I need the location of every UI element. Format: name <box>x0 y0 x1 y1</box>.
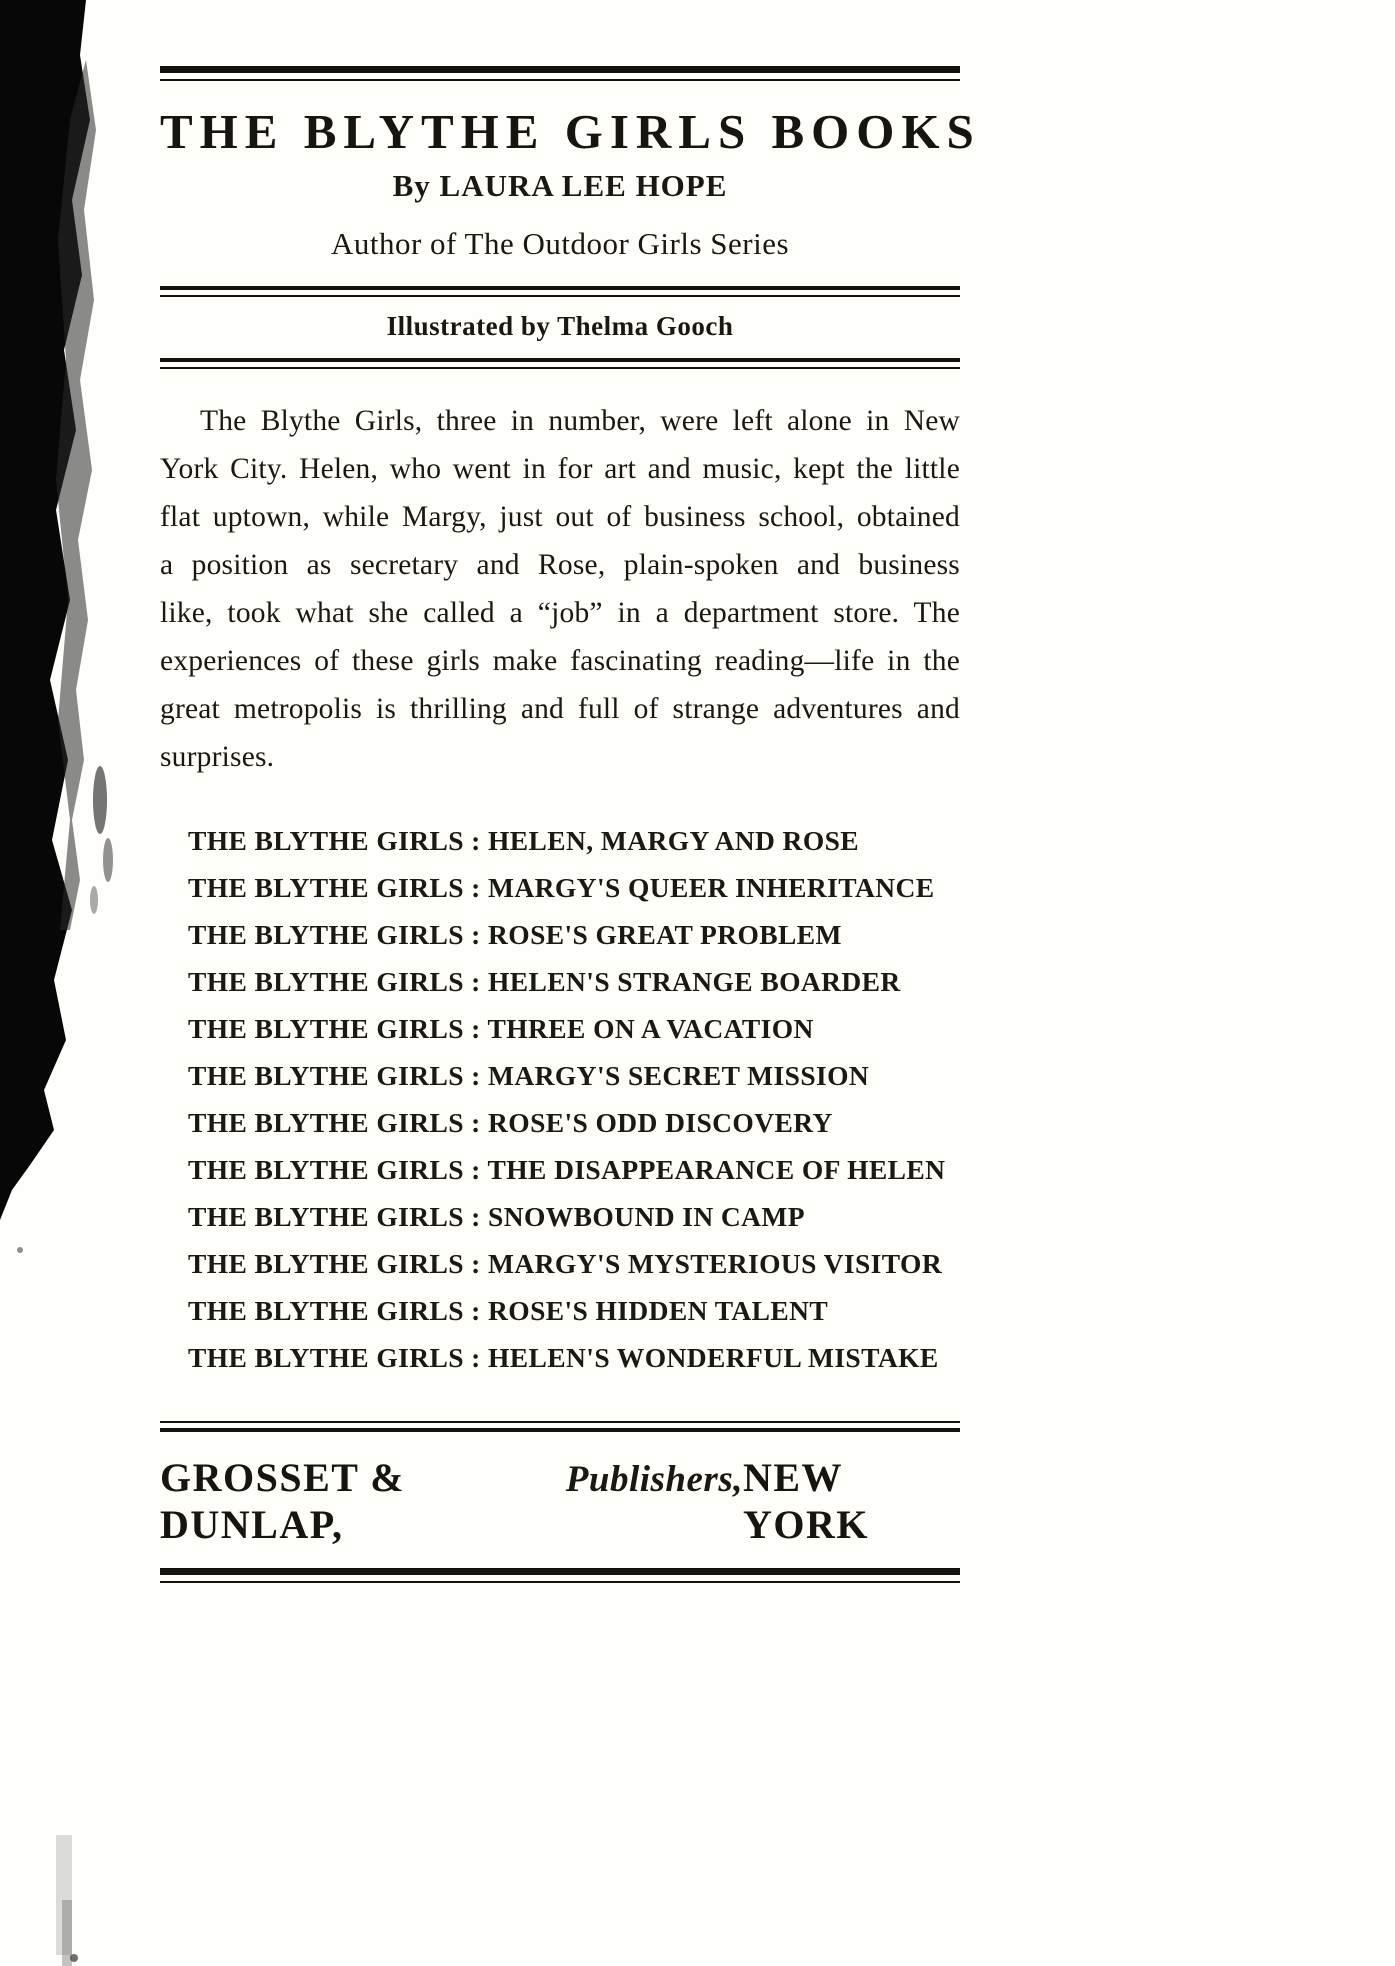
book-title: THE BLYTHE GIRLS : ROSE'S ODD DISCOVERY <box>188 1107 833 1138</box>
book-title: THE BLYTHE GIRLS : HELEN, MARGY AND ROSE <box>188 825 860 856</box>
book-title: THE BLYTHE GIRLS : MARGY'S SECRET MISSION <box>188 1060 870 1091</box>
footer-rule-med <box>160 1428 960 1432</box>
publisher-imprint <box>160 1454 960 1548</box>
series-title: THE BLYTHE GIRLS BOOKS <box>160 104 981 159</box>
scan-gutter-artifact <box>0 0 130 1966</box>
book-title: THE BLYTHE GIRLS : THE DISAPPEARANCE OF HELEN <box>188 1154 946 1185</box>
series-description: The Blythe Girls, three in number, were left alone in New York City. Helen, who went in for art and music, kept the little flat uptown, while Margy, just out of business school, obtained a position as secretary and Rose, plain-spoken and business like, took what she called a “job” in a department store. The experiences of these girls make fascinating reading—life in the great metropolis is thrilling and full of strange adventures and surprises. <box>160 405 960 773</box>
book-title: THE BLYTHE GIRLS : HELEN'S WONDERFUL MISTAKE <box>188 1342 939 1373</box>
book-title: THE BLYTHE GIRLS : ROSE'S HIDDEN TALENT <box>188 1295 829 1326</box>
divider-rule <box>160 367 960 369</box>
book-title: THE BLYTHE GIRLS : MARGY'S QUEER INHERITANCE <box>188 872 935 903</box>
bottom-rule-thick <box>160 1568 960 1575</box>
book-title-list <box>188 817 960 1381</box>
top-rule-thick <box>160 66 960 73</box>
divider-rule <box>160 295 960 297</box>
page-content <box>160 66 981 1583</box>
publisher-name: GROSSET & DUNLAP, <box>160 1455 406 1547</box>
publisher-city: NEW YORK <box>742 1455 869 1547</box>
book-title: THE BLYTHE GIRLS : MARGY'S MYSTERIOUS VISITOR <box>188 1248 943 1279</box>
illustrator-credit: Illustrated by Thelma Gooch <box>386 311 734 341</box>
author-credit: Author of The Outdoor Girls Series <box>330 226 790 261</box>
byline: By LAURA LEE HOPE <box>392 168 728 203</box>
top-rule-thin <box>160 79 960 81</box>
bottom-rule-thin <box>160 1581 960 1583</box>
book-title: THE BLYTHE GIRLS : THREE ON A VACATION <box>188 1013 814 1044</box>
book-title: THE BLYTHE GIRLS : HELEN'S STRANGE BOARDER <box>188 966 901 997</box>
book-title: THE BLYTHE GIRLS : SNOWBOUND IN CAMP <box>188 1201 805 1232</box>
book-title: THE BLYTHE GIRLS : ROSE'S GREAT PROBLEM <box>188 919 842 950</box>
publisher-role: Publishers, <box>565 1459 743 1500</box>
